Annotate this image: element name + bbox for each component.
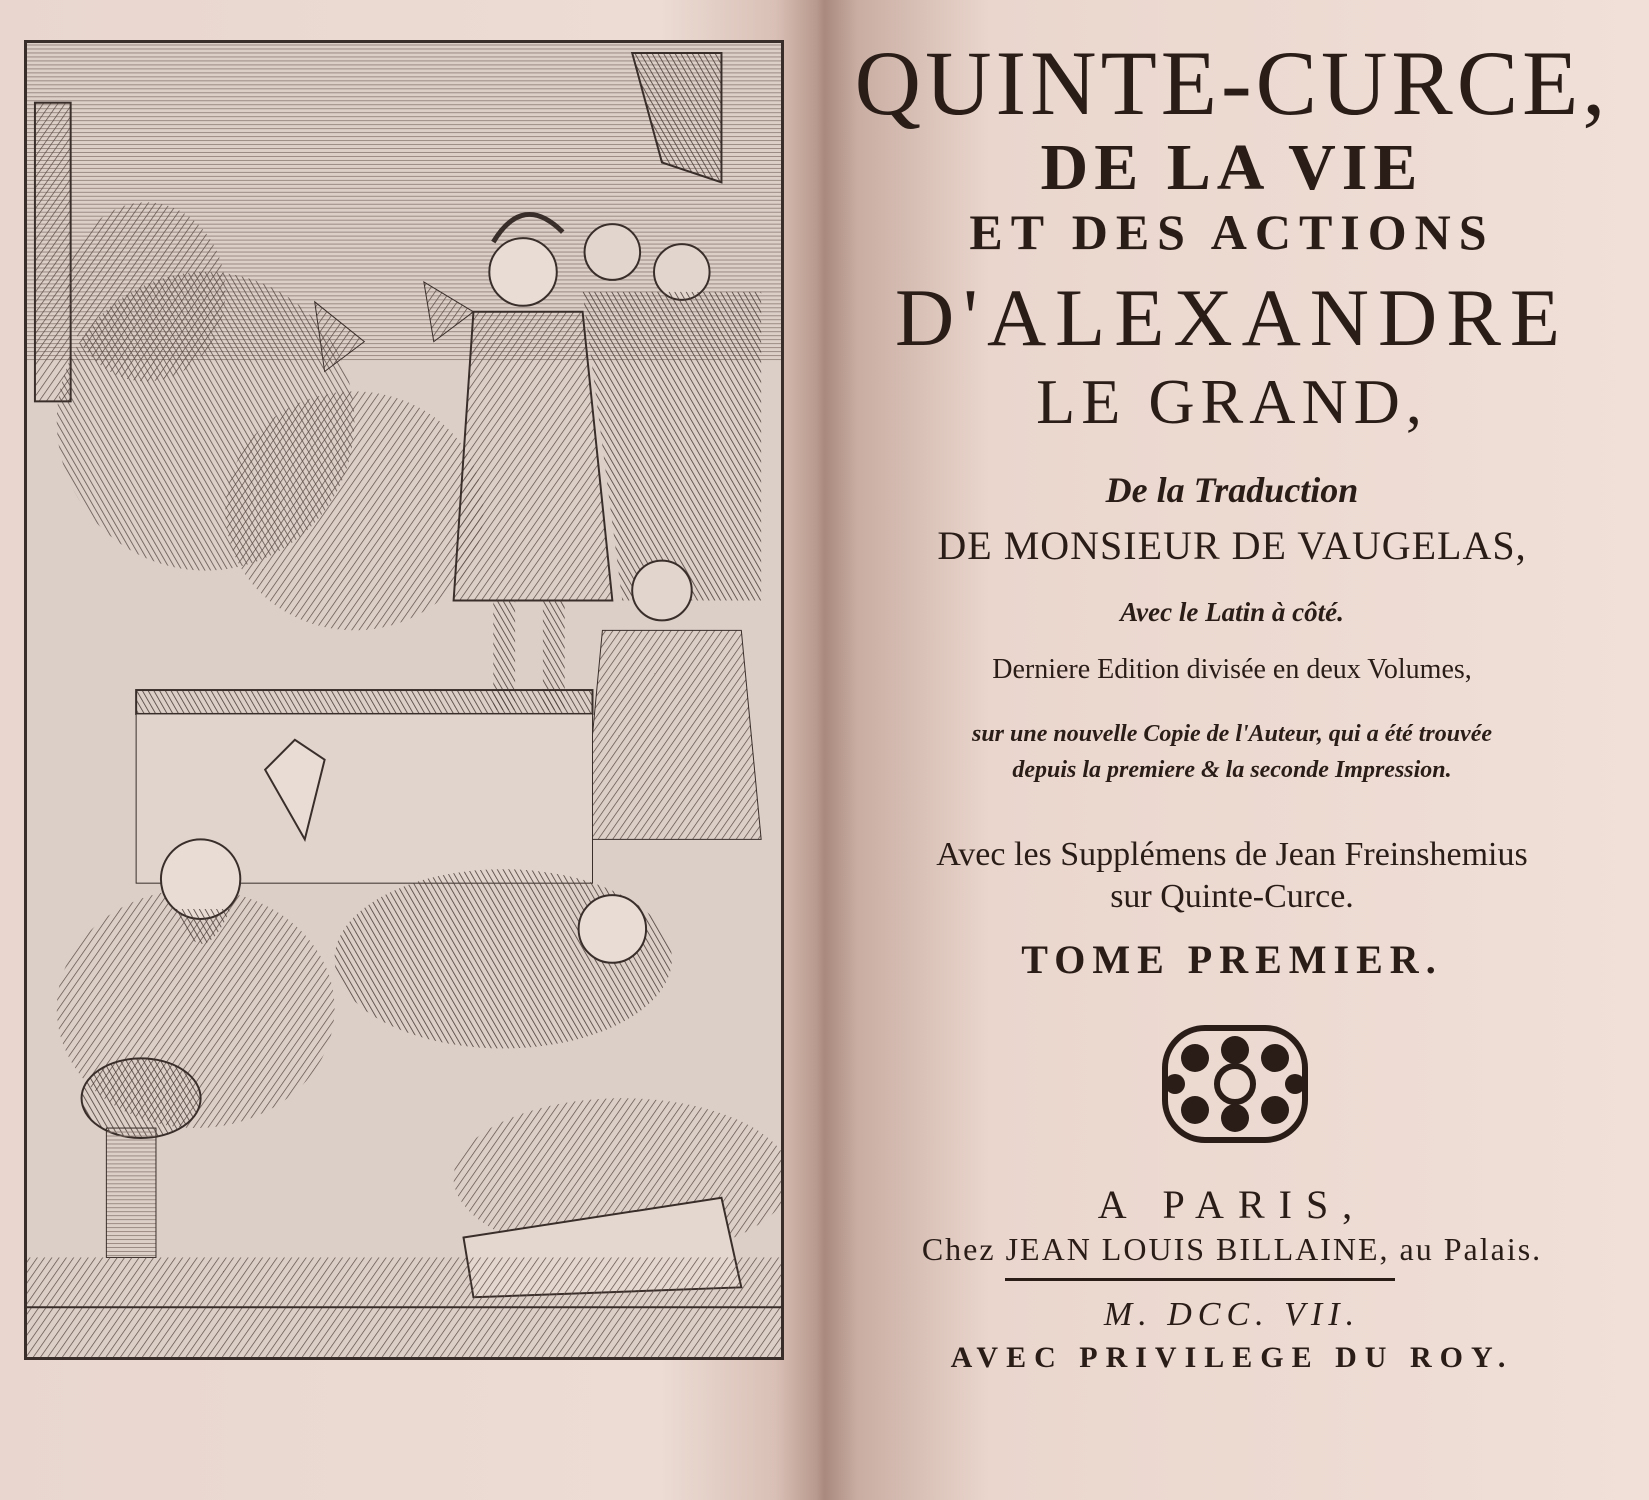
title-line-actions: ET DES ACTIONS bbox=[969, 204, 1495, 260]
printers-ornament-icon bbox=[1145, 1018, 1325, 1150]
supplement-line-1: Avec les Supplémens de Jean Freinshemius bbox=[936, 836, 1528, 873]
copy-line-1: sur une nouvelle Copie de l'Auteur, qui a été trouvée bbox=[971, 721, 1493, 747]
imprint-city: A PARIS, bbox=[1097, 1182, 1367, 1227]
edition-line: Derniere Edition divisée en deux Volumes, bbox=[992, 654, 1472, 685]
supplement-line-2: sur Quinte-Curce. bbox=[1110, 878, 1354, 915]
translator-name: DE MONSIEUR DE VAUGELAS, bbox=[937, 523, 1527, 568]
engraving-illustration bbox=[27, 43, 781, 1357]
title-author: QUINTE-CURCE, bbox=[854, 32, 1610, 134]
title-line-alexandre: D'ALEXANDRE bbox=[894, 272, 1570, 363]
engraved-frontispiece bbox=[24, 40, 784, 1360]
copy-line-2: depuis la premiere & la seconde Impression. bbox=[1012, 757, 1452, 783]
translation-line: De la Traduction bbox=[1105, 470, 1359, 510]
title-line-le-grand: LE GRAND, bbox=[1036, 366, 1428, 437]
royal-privilege: AVEC PRIVILEGE DU ROY. bbox=[950, 1341, 1514, 1374]
imprint-rule bbox=[1005, 1278, 1395, 1281]
title-page bbox=[815, 0, 1649, 1500]
volume-label: TOME PREMIER. bbox=[1021, 937, 1443, 982]
imprint-publisher: Chez JEAN LOUIS BILLAINE, au Palais. bbox=[921, 1231, 1543, 1267]
imprint-year: M. DCC. VII. bbox=[1103, 1296, 1361, 1333]
frontispiece-page bbox=[0, 0, 815, 1500]
title-line-de-la-vie: DE LA VIE bbox=[1040, 131, 1424, 204]
latin-note: Avec le Latin à côté. bbox=[1120, 597, 1344, 627]
